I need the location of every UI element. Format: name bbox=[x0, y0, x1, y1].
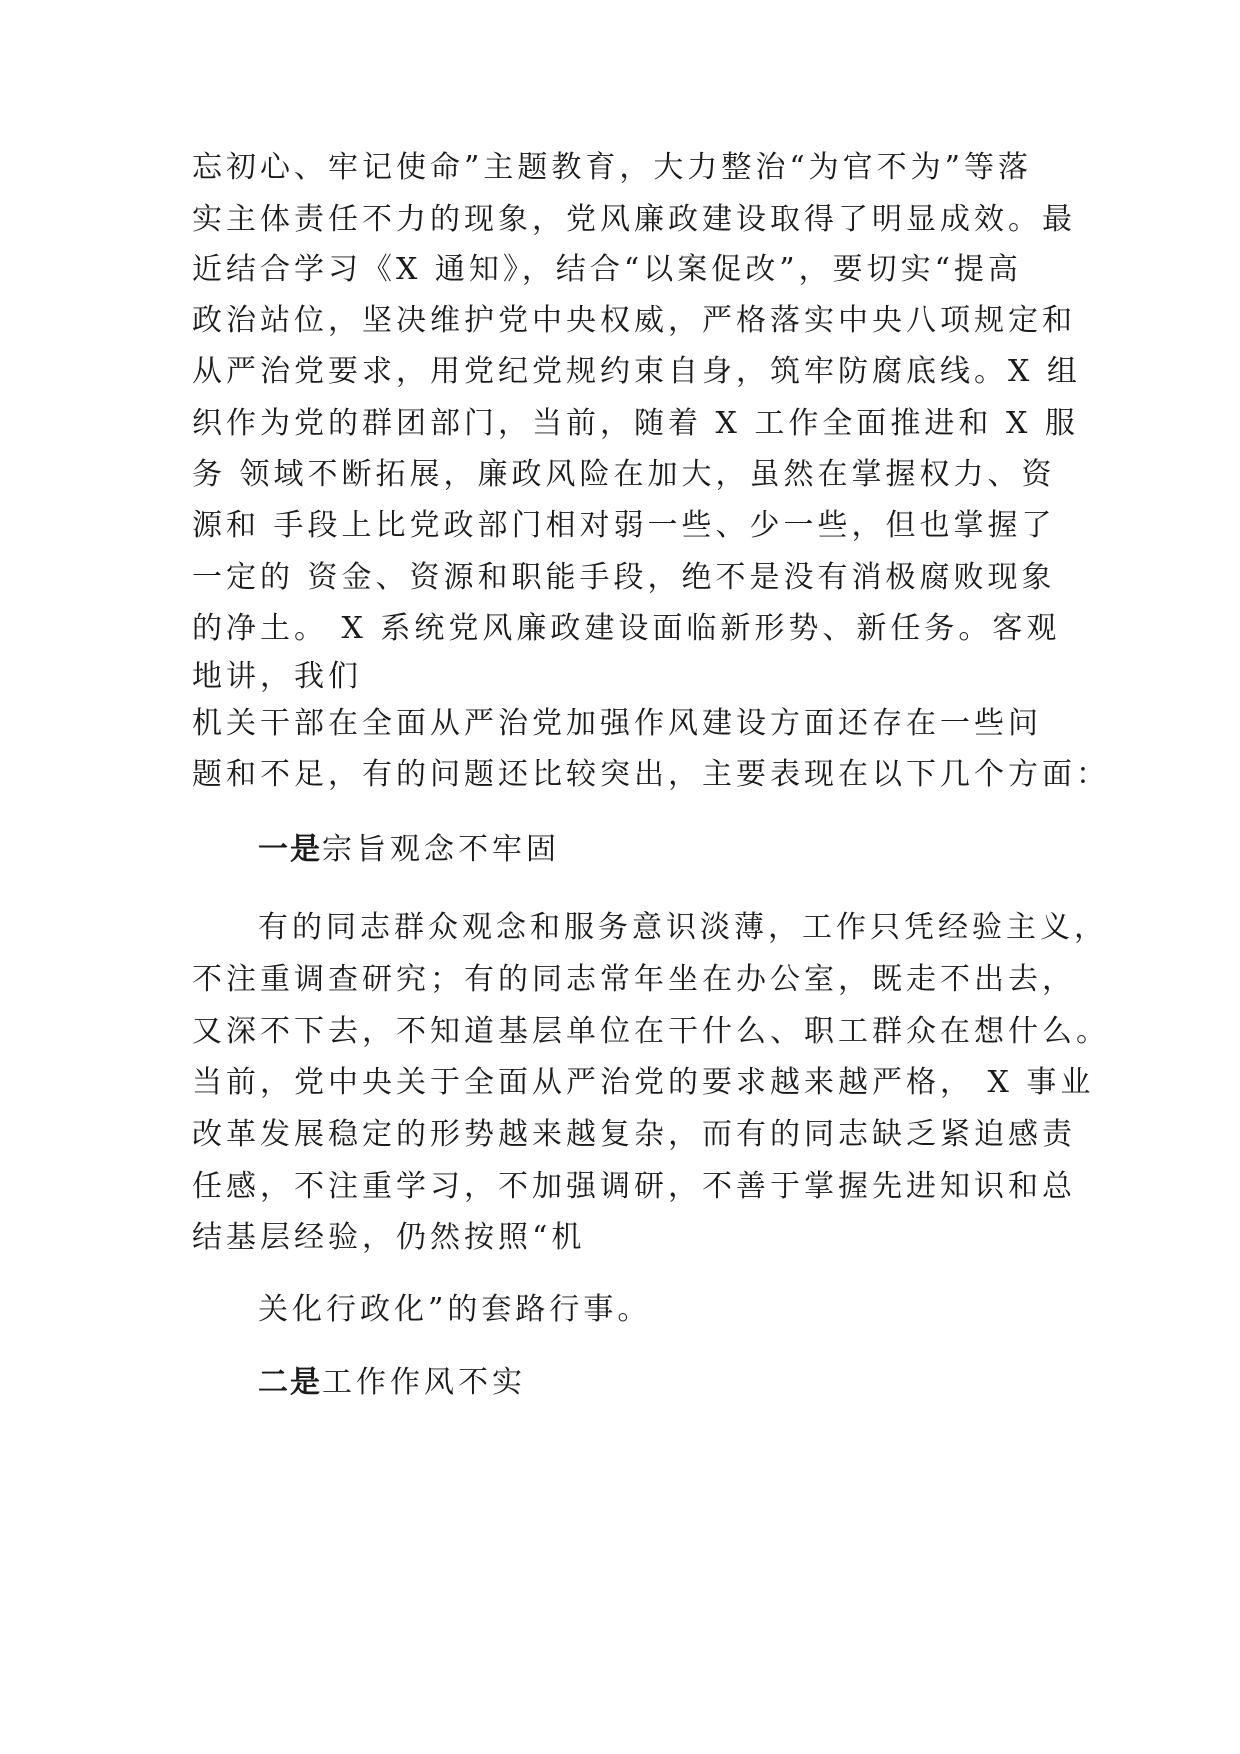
section-heading-2 bbox=[258, 1363, 526, 1403]
body-line-11: 地讲，我们 bbox=[192, 659, 362, 694]
section-marker-1: 一是 bbox=[258, 832, 322, 867]
body-line-2: 实主体责任不力的现象，党风廉政建设取得了明显成效。最 bbox=[192, 202, 1076, 237]
body-line-6: 织作为党的群团部门，当前，随着 X 工作全面推进和 X 服 bbox=[192, 406, 1079, 441]
body-line-13: 题和不足，有的问题还比较突出，主要表现在以下几个方面： bbox=[192, 757, 1110, 792]
section1-line-5: 改革发展稳定的形势越来越复杂，而有的同志缺乏紧迫感责 bbox=[192, 1117, 1076, 1152]
body-line-1: 忘初心、牢记使命”主题教育，大力整治“为官不为”等落 bbox=[192, 150, 1033, 185]
section1-line-2: 不注重调查研究；有的同志常年坐在办公室，既走不出去， bbox=[192, 962, 1076, 997]
section-marker-2: 二是 bbox=[258, 1365, 322, 1400]
body-line-7: 务 领域不断拓展，廉政风险在加大，虽然在掌握权力、资 bbox=[192, 457, 1056, 492]
section-title-2: 工作作风不实 bbox=[322, 1365, 526, 1400]
section1-line-1: 有的同志群众观念和服务意识淡薄，工作只凭经验主义， bbox=[258, 910, 1108, 945]
body-line-3: 近结合学习《X 通知》，结合“以案促改”，要切实“提高 bbox=[192, 252, 1022, 287]
section1-line-6: 任感，不注重学习，不加强调研，不善于掌握先进知识和总 bbox=[192, 1169, 1076, 1204]
section1-line-4: 当前，党中央关于全面从严治党的要求越来越严格， X 事业 bbox=[192, 1065, 1095, 1100]
body-line-8: 源和 手段上比党政部门相对弱一些、少一些，但也掌握了 bbox=[192, 508, 1056, 543]
section1-line-7: 结基层经验，仍然按照“机 bbox=[192, 1220, 586, 1255]
body-line-5: 从严治党要求，用党纪党规约束自身，筑牢防腐底线。X 组 bbox=[192, 354, 1081, 389]
section-heading-1 bbox=[258, 830, 560, 870]
body-line-10: 的净土。 X 系统党风廉政建设面临新形势、新任务。客观 bbox=[192, 611, 1061, 646]
body-line-9: 一定的 资金、资源和职能手段，绝不是没有消极腐败现象 bbox=[192, 560, 1056, 595]
body-line-4: 政治站位，坚决维护党中央权威，严格落实中央八项规定和 bbox=[192, 303, 1076, 338]
section1-tail: 关化行政化”的套路行事。 bbox=[258, 1292, 652, 1327]
body-line-12: 机关干部在全面从严治党加强作风建设方面还存在一些问 bbox=[192, 706, 1042, 741]
section-title-1: 宗旨观念不牢固 bbox=[322, 832, 560, 867]
section1-line-3: 又深不下去，不知道基层单位在干什么、职工群众在想什么。 bbox=[192, 1014, 1110, 1049]
